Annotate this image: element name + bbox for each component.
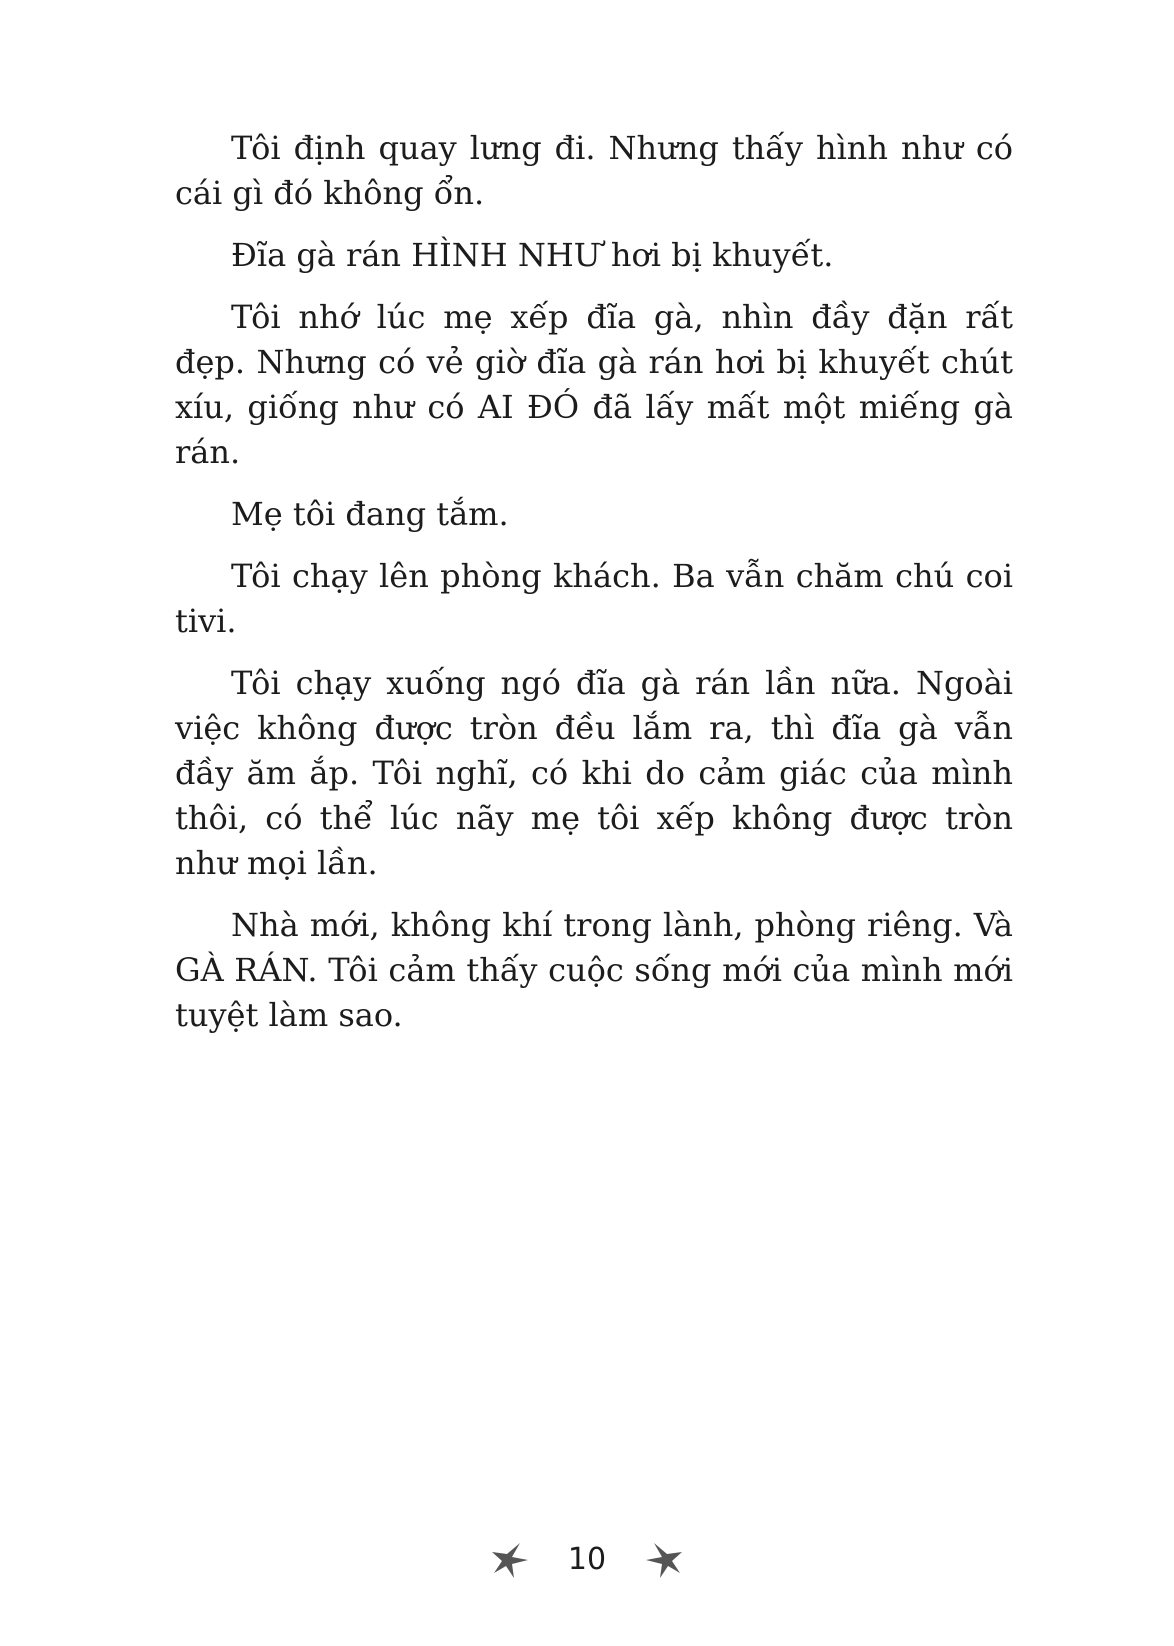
- paragraph-2: Đĩa gà rán HÌNH NHƯ hơi bị khuyết.: [231, 236, 834, 274]
- page-number: 10: [567, 1542, 607, 1577]
- paragraph-3: Tôi nhớ lúc mẹ xếp đĩa gà, nhìn đầy đặn rất đẹp. Nhưng có vẻ giờ đĩa gà rán hơi bị khuyết chút xíu, giống như có AI ĐÓ đã lấy mất một miếng gà rán.: [175, 298, 1013, 471]
- paragraph-5: Tôi chạy lên phòng khách. Ba vẫn chăm chú coi tivi.: [175, 557, 1013, 640]
- body-text: [175, 126, 1013, 1055]
- paragraph-7: Nhà mới, không khí trong lành, phòng riêng. Và GÀ RÁN. Tôi cảm thấy cuộc sống mới của mình mới tuyệt làm sao.: [175, 906, 1013, 1034]
- star-icon: [490, 1540, 530, 1580]
- paragraph-6: Tôi chạy xuống ngó đĩa gà rán lần nữa. Ngoài việc không được tròn đều lắm ra, thì đĩa gà vẫn đầy ăm ắp. Tôi nghĩ, có khi do cảm giác của mình thôi, có thể lúc nãy mẹ tôi xếp không được tròn như mọi lần.: [175, 664, 1013, 882]
- paragraph-4: Mẹ tôi đang tắm.: [231, 495, 509, 533]
- page-footer: [0, 1535, 1174, 1585]
- paragraph-1: Tôi định quay lưng đi. Nhưng thấy hình như có cái gì đó không ổn.: [175, 129, 1013, 212]
- star-icon: [644, 1540, 684, 1580]
